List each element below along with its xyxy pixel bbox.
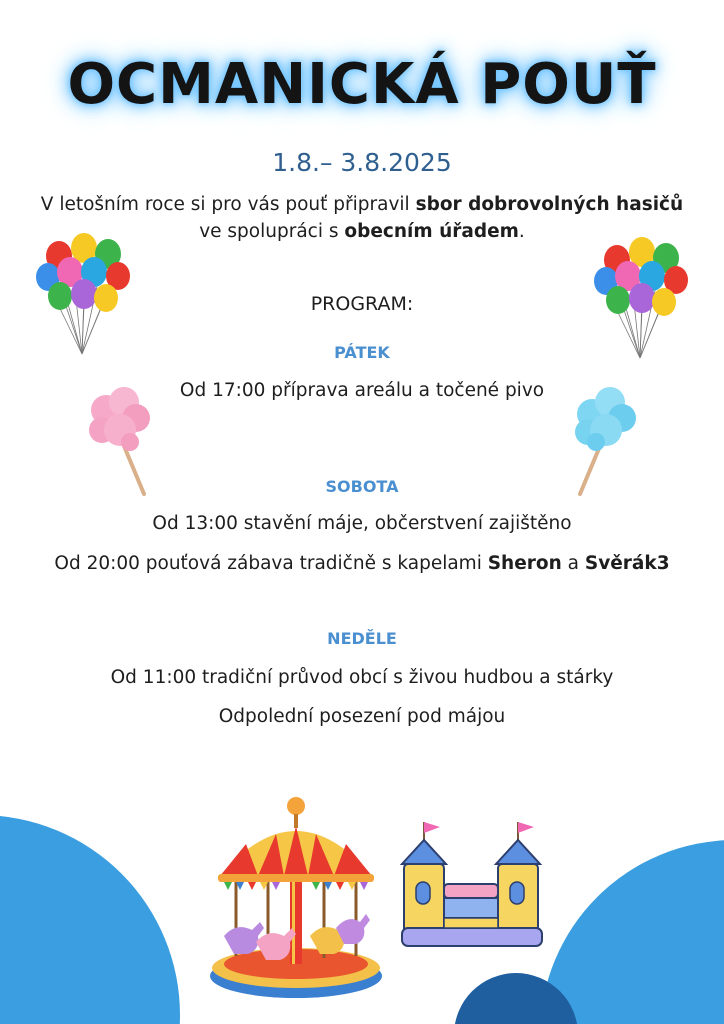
bouncy-castle-icon [398,818,558,952]
band-sheron: Sheron [487,553,562,574]
sunday-line-1: Od 11:00 tradiční průvod obcí s živou hudbou a stárky [110,667,614,688]
partner-name: obecním úřadem [344,221,519,242]
intro-text: V letošním roce si pro vás pouť připravil sbor dobrovolných hasičů ve spolupráci s obecním úřadem. [40,194,684,242]
balloons-icon [34,232,134,362]
cotton-candy-icon [84,384,156,500]
balloons-icon [592,236,692,366]
day-friday: PÁTEK [334,343,390,362]
carousel-icon [206,796,386,1002]
event-dates: 1.8.– 3.8.2025 [272,148,452,177]
band-sverak3: Svěrák3 [584,553,670,574]
left-corner-circle [0,815,180,1024]
program-heading: PROGRAM: [310,293,414,315]
saturday-line-1: Od 13:00 stavění máje, občerstvení zajištěno [152,513,572,534]
day-saturday: SOBOTA [325,477,399,496]
page-title: OCMANICKÁ POUŤ [67,52,657,117]
right-corner-circle [540,840,724,1024]
organizer-name: sbor dobrovolných hasičů [415,194,684,215]
saturday-line-2: Od 20:00 pouťová zábava tradičně s kapelami Sheron a Svěrák3 [54,553,670,574]
friday-line-1: Od 17:00 příprava areálu a točené pivo [179,380,545,401]
day-sunday: NEDĚLE [327,629,397,648]
sunday-line-2: Odpolední posezení pod májou [218,706,506,727]
cotton-candy-icon [568,384,640,500]
